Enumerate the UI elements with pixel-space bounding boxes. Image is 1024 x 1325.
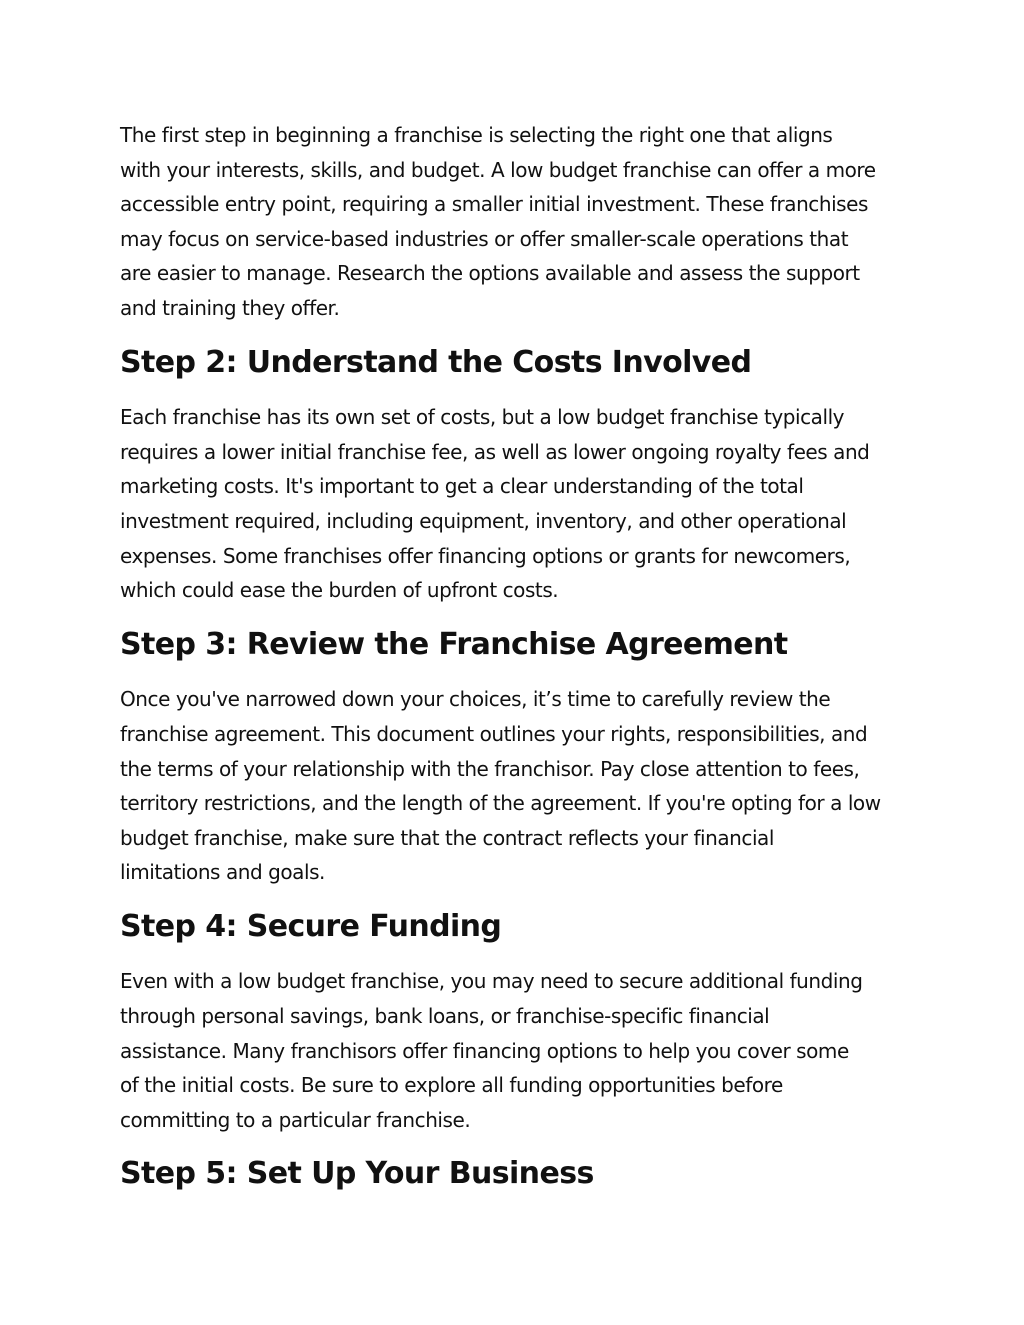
text-line: Even with a low budget franchise, you may need to secure additional funding [120, 969, 863, 994]
intro-paragraph [120, 118, 910, 326]
step-4-paragraph [120, 964, 910, 1137]
step-3-heading: Step 3: Review the Franchise Agreement [120, 626, 788, 662]
text-line: budget franchise, make sure that the contract reflects your financial [120, 825, 774, 850]
text-line: requires a lower initial franchise fee, as well as lower ongoing royalty fees and [120, 439, 870, 464]
text-line: marketing costs. It's important to get a clear understanding of the total [120, 474, 804, 499]
step-2-heading: Step 2: Understand the Costs Involved [120, 344, 752, 380]
text-line: may focus on service-based industries or offer smaller-scale operations that [120, 226, 849, 251]
text-line: Once you've narrowed down your choices, it’s time to carefully review the [120, 687, 831, 712]
document-page [120, 118, 910, 1212]
text-line: limitations and goals. [120, 860, 325, 885]
text-line: expenses. Some franchises offer financing options or grants for newcomers, [120, 543, 851, 568]
text-line: of the initial costs. Be sure to explore all funding opportunities before [120, 1073, 783, 1098]
text-line: through personal savings, bank loans, or franchise-specific financial [120, 1004, 770, 1029]
text-line: and training they offer. [120, 295, 340, 320]
step-5-heading: Step 5: Set Up Your Business [120, 1156, 594, 1192]
text-line: franchise agreement. This document outlines your rights, responsibilities, and [120, 721, 868, 746]
step-3-paragraph [120, 682, 910, 890]
text-line: assistance. Many franchisors offer financing options to help you cover some [120, 1038, 849, 1063]
text-line: the terms of your relationship with the franchisor. Pay close attention to fees, [120, 756, 860, 781]
text-line: are easier to manage. Research the options available and assess the support [120, 261, 860, 286]
step-4-heading: Step 4: Secure Funding [120, 908, 502, 944]
text-line: committing to a particular franchise. [120, 1107, 471, 1132]
step-2-paragraph [120, 400, 910, 608]
text-line: Each franchise has its own set of costs, but a low budget franchise typically [120, 405, 845, 430]
text-line: territory restrictions, and the length of the agreement. If you're opting for a low [120, 791, 881, 816]
text-line: with your interests, skills, and budget. A low budget franchise can offer a more [120, 157, 876, 182]
text-line: which could ease the burden of upfront costs. [120, 578, 559, 603]
text-line: accessible entry point, requiring a smaller initial investment. These franchises [120, 192, 868, 217]
text-line: The first step in beginning a franchise is selecting the right one that aligns [120, 123, 833, 147]
text-line: investment required, including equipment, inventory, and other operational [120, 508, 847, 533]
